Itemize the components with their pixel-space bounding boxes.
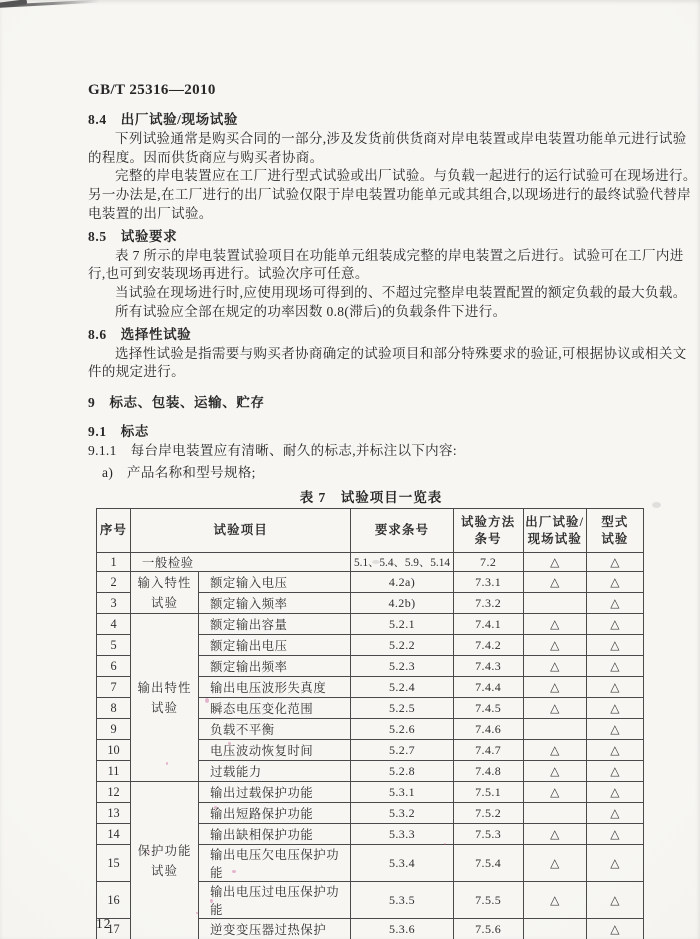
cell-method-clause: 7.3.2 — [453, 593, 523, 614]
cell-method-clause: 7.5.2 — [453, 803, 523, 824]
cell-factory-test-mark: △ — [523, 614, 586, 635]
cell-factory-test-mark: △ — [523, 761, 586, 782]
test-items-table — [96, 508, 644, 939]
cell-item: 额定输出电压 — [199, 635, 351, 656]
cell-type-test-mark: △ — [586, 553, 643, 572]
body-line: a) 产品名称和型号规格; — [102, 464, 256, 480]
cell-seq: 13 — [97, 803, 131, 824]
body-text — [88, 111, 697, 482]
cell-item: 逆变变压器过热保护 — [199, 919, 351, 939]
cell-type-test-mark: △ — [586, 572, 643, 593]
group-label-line: 试验 — [151, 595, 179, 610]
cell-item: 输出缺相保护功能 — [199, 824, 351, 845]
cell-factory-test-mark: △ — [523, 553, 586, 572]
body-line: 所有试验应全部在规定的功率因数 0.8(滞后)的负载条件下进行。 — [115, 303, 507, 319]
cell-seq: 14 — [97, 824, 131, 845]
table-row — [97, 782, 644, 803]
cell-req-clause: 5.1、5.4、5.9、5.14 — [351, 553, 453, 572]
body-line: 的程度。因而供货商应与购买者协商。 — [88, 149, 324, 165]
cell-type-test-mark: △ — [586, 919, 643, 939]
table-header-label: 型式 — [601, 514, 629, 529]
cell-req-clause: 5.3.5 — [351, 882, 453, 919]
group-label-line: 输入特性 — [137, 575, 192, 590]
body-line: 完整的岸电装置应在工厂进行型式试验或出厂试验。与负载一起进行的运行试验可在现场进行。 — [115, 168, 697, 184]
cell-factory-test-mark: △ — [523, 698, 586, 719]
table-header-label: 要求条号 — [374, 523, 430, 537]
scan-speckle — [148, 851, 150, 853]
cell-seq: 9 — [97, 719, 131, 740]
body-line: 下列试验通常是购买合同的一部分,涉及发货前供货商对岸电装置或岸电装置功能单元进行试验 — [115, 130, 687, 146]
cell-item: 输出电压欠电压保护功能 — [199, 845, 351, 882]
cell-group — [131, 782, 199, 939]
cell-seq: 1 — [97, 553, 131, 572]
table-body — [97, 553, 644, 939]
cell-item: 输出短路保护功能 — [199, 803, 351, 824]
cell-req-clause: 5.2.7 — [351, 740, 453, 761]
cell-factory-test-mark: △ — [523, 740, 586, 761]
body-line: 行,也可到安装现场再进行。试验次序可任意。 — [88, 266, 369, 282]
cell-factory-test-mark: △ — [523, 656, 586, 677]
section-heading: 8.5 试验要求 — [88, 228, 178, 244]
cell-item: 额定输入频率 — [199, 593, 351, 614]
cell-req-clause: 5.2.1 — [351, 614, 453, 635]
cell-item: 一般检验 — [131, 553, 351, 572]
cell-type-test-mark: △ — [586, 698, 643, 719]
cell-type-test-mark: △ — [586, 824, 643, 845]
table-header-label: 序号 — [99, 523, 128, 537]
table-caption: 表 7 试验项目一览表 — [299, 490, 443, 505]
scan-smudge — [652, 502, 661, 508]
cell-item: 负载不平衡 — [199, 719, 351, 740]
cell-req-clause: 5.3.6 — [351, 919, 453, 939]
cell-seq: 7 — [97, 677, 131, 698]
cell-req-clause: 5.3.1 — [351, 782, 453, 803]
body-line: 另一办法是,在工厂进行的出厂试验仅限于岸电装置功能单元或其组合,以现场进行的最终试验代替岸 — [88, 187, 691, 203]
cell-req-clause: 5.3.3 — [351, 824, 453, 845]
cell-factory-test-mark: △ — [523, 782, 586, 803]
cell-type-test-mark: △ — [586, 677, 643, 698]
table-head — [97, 509, 644, 553]
table-header-label: 试验 — [601, 531, 629, 546]
cell-item: 输出电压波形失真度 — [199, 677, 351, 698]
cell-type-test-mark: △ — [586, 614, 643, 635]
cell-item: 输出过载保护功能 — [199, 782, 351, 803]
cell-method-clause: 7.4.1 — [453, 614, 523, 635]
cell-factory-test-mark: △ — [523, 882, 586, 919]
table-header-label: 出厂试验/ — [525, 514, 585, 529]
body-line: 表 7 所示的岸电装置试验项目在功能单元组装成完整的岸电装置之后进行。试验可在工厂内进 — [115, 247, 684, 263]
table-header-cell — [351, 509, 453, 553]
scan-smudge — [372, 560, 380, 564]
cell-seq: 2 — [97, 572, 131, 593]
body-line: 件的规定进行。 — [88, 364, 185, 380]
cell-type-test-mark: △ — [586, 803, 643, 824]
cell-factory-test-mark: △ — [523, 824, 586, 845]
page-number: 12 — [96, 916, 112, 931]
cell-method-clause: 7.4.6 — [453, 719, 523, 740]
cell-method-clause: 7.5.6 — [453, 919, 523, 939]
cell-method-clause: 7.4.3 — [453, 656, 523, 677]
cell-type-test-mark: △ — [586, 719, 643, 740]
cell-item: 额定输出容量 — [199, 614, 351, 635]
cell-req-clause: 4.2a) — [351, 572, 453, 593]
cell-factory-test-mark: △ — [523, 635, 586, 656]
table-header-label: 现场试验 — [527, 531, 582, 546]
cell-type-test-mark: △ — [586, 635, 643, 656]
body-line: 9.1.1 每台岸电装置应有清晰、耐久的标志,并标注以下内容: — [88, 442, 457, 458]
cell-type-test-mark: △ — [586, 882, 643, 919]
cell-seq: 16 — [97, 882, 131, 919]
cell-req-clause: 5.2.3 — [351, 656, 453, 677]
cell-method-clause: 7.4.2 — [453, 635, 523, 656]
cell-type-test-mark: △ — [586, 656, 643, 677]
table-row — [97, 553, 644, 572]
cell-factory-test-mark: △ — [523, 845, 586, 882]
cell-factory-test-mark: △ — [523, 572, 586, 593]
cell-group — [131, 572, 199, 614]
cell-method-clause: 7.2 — [453, 553, 523, 572]
cell-method-clause: 7.5.5 — [453, 882, 523, 919]
section-heading: 9 标志、包装、运输、贮存 — [88, 395, 265, 411]
cell-req-clause: 5.2.5 — [351, 698, 453, 719]
cell-seq: 11 — [97, 761, 131, 782]
cell-method-clause: 7.4.5 — [453, 698, 523, 719]
table-header-label: 条号 — [474, 531, 502, 546]
section-heading: 8.4 出厂试验/现场试验 — [88, 112, 238, 127]
group-label-line: 输出特性 — [137, 680, 192, 695]
cell-factory-test-mark — [523, 803, 586, 824]
cell-req-clause: 5.2.6 — [351, 719, 453, 740]
cell-factory-test-mark — [523, 593, 586, 614]
cell-item: 电压波动恢复时间 — [199, 740, 351, 761]
cell-group — [131, 614, 199, 782]
cell-item: 过载能力 — [199, 761, 351, 782]
cell-seq: 17 — [97, 919, 131, 939]
cell-type-test-mark: △ — [586, 740, 643, 761]
table-header-cell — [586, 509, 643, 553]
cell-seq: 10 — [97, 740, 131, 761]
cell-req-clause: 5.3.2 — [351, 803, 453, 824]
table-header-row — [97, 509, 644, 553]
cell-method-clause: 7.4.8 — [453, 761, 523, 782]
cell-method-clause: 7.4.7 — [453, 740, 523, 761]
cell-seq: 3 — [97, 593, 131, 614]
cell-factory-test-mark — [523, 919, 586, 939]
table-header-cell — [453, 509, 523, 553]
cell-item: 输出电压过电压保护功能 — [199, 882, 351, 919]
scan-speckle — [214, 806, 217, 809]
body-line: 当试验在现场进行时,应使用现场可得到的、不超过完整岸电装置配置的额定负载的最大负载。 — [115, 285, 687, 301]
table-header-cell — [131, 509, 351, 553]
scan-speckle — [196, 912, 198, 914]
doc-number: GB/T 25316—2010 — [88, 82, 216, 98]
group-label-line: 试验 — [151, 863, 179, 878]
cell-method-clause: 7.5.1 — [453, 782, 523, 803]
table-row — [97, 572, 644, 593]
table-row — [97, 614, 644, 635]
cell-seq: 8 — [97, 698, 131, 719]
cell-item: 瞬态电压变化范围 — [199, 698, 351, 719]
cell-req-clause: 5.3.4 — [351, 845, 453, 882]
cell-factory-test-mark — [523, 719, 586, 740]
cell-req-clause: 4.2b) — [351, 593, 453, 614]
cell-method-clause: 7.3.1 — [453, 572, 523, 593]
scan-speckle — [166, 762, 168, 765]
scan-speckle — [228, 742, 231, 745]
scan-smudge — [636, 186, 646, 191]
cell-type-test-mark: △ — [586, 593, 643, 614]
cell-method-clause: 7.5.3 — [453, 824, 523, 845]
scan-speckle — [205, 698, 209, 703]
table-header-cell — [523, 509, 586, 553]
section-heading: 8.6 选择性试验 — [88, 326, 192, 342]
cell-type-test-mark: △ — [586, 782, 643, 803]
scan-speckle — [444, 843, 446, 845]
cell-seq: 6 — [97, 656, 131, 677]
table-header-cell — [97, 509, 131, 553]
cell-req-clause: 5.2.8 — [351, 761, 453, 782]
cell-seq: 12 — [97, 782, 131, 803]
cell-type-test-mark: △ — [586, 761, 643, 782]
scan-speckle — [232, 870, 236, 873]
cell-seq: 4 — [97, 614, 131, 635]
cell-item: 额定输入电压 — [199, 572, 351, 593]
table-header-label: 试验方法 — [460, 514, 516, 529]
cell-req-clause: 5.2.4 — [351, 677, 453, 698]
scan-speckle — [210, 899, 213, 903]
cell-seq: 15 — [97, 845, 131, 882]
body-line: 选择性试验是指需要与购买者协商确定的试验项目和部分特殊要求的验证,可根据协议或相关文 — [115, 345, 687, 361]
body-line: 电装置的出厂试验。 — [88, 205, 213, 221]
cell-type-test-mark: △ — [586, 845, 643, 882]
cell-item: 额定输出频率 — [199, 656, 351, 677]
cell-req-clause: 5.2.2 — [351, 635, 453, 656]
table-header-label: 试验项目 — [213, 523, 268, 537]
section-heading: 9.1 标志 — [88, 423, 149, 439]
cell-method-clause: 7.4.4 — [453, 677, 523, 698]
group-label-line: 试验 — [151, 700, 179, 715]
cell-factory-test-mark: △ — [523, 677, 586, 698]
cell-method-clause: 7.5.4 — [453, 845, 523, 882]
cell-seq: 5 — [97, 635, 131, 656]
group-label-line: 保护功能 — [137, 843, 192, 858]
